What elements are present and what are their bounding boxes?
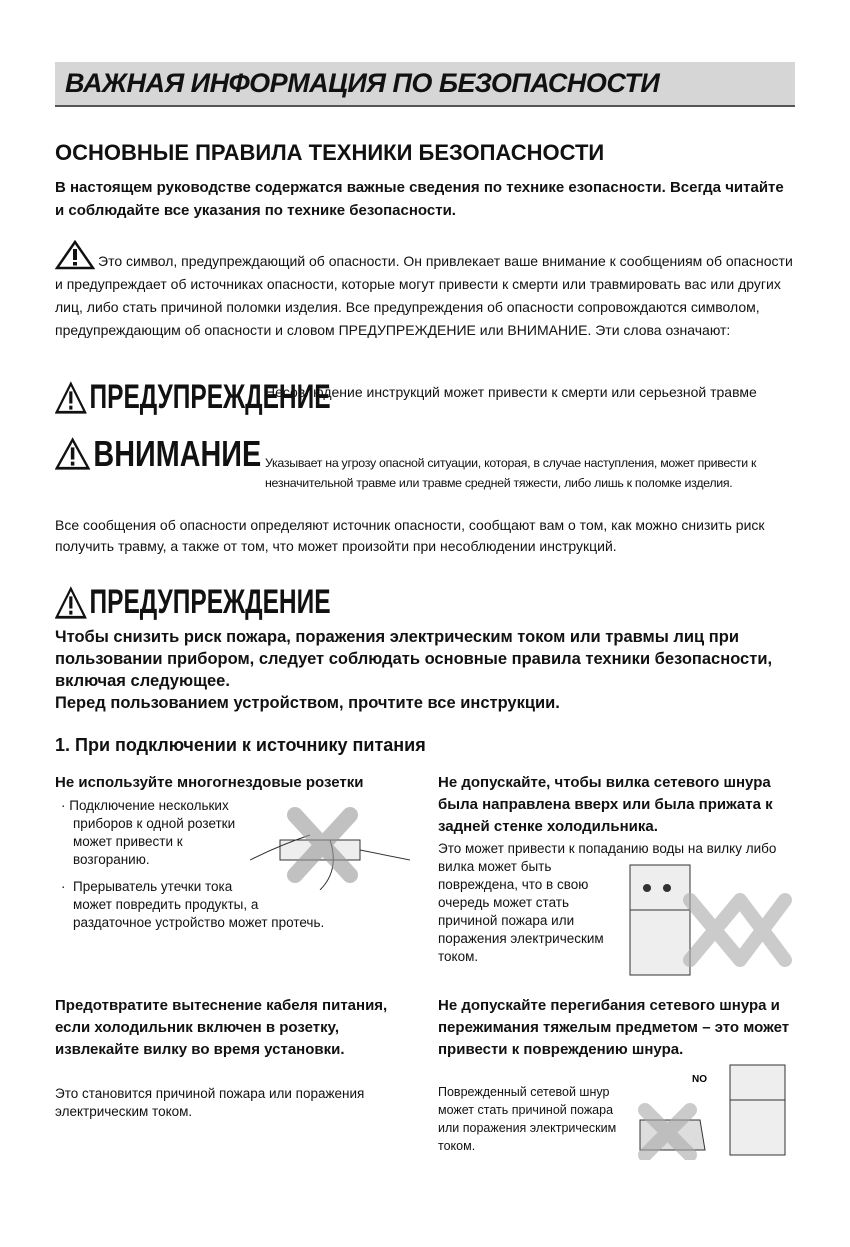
item-title: Предотвратите вытеснение кабеля питания, если холодильник включен в розетку, извлекайте вилку во время установки. [55,997,388,1058]
section-heading: ОСНОВНЫЕ ПРАВИЛА ТЕХНИКИ БЕЗОПАСНОСТИ [55,140,605,165]
item-text: Это становится причиной пожара или поражения электрическим током. [55,1086,365,1119]
warning-label-text: ПРЕДУПРЕЖДЕНИЕ [89,583,331,621]
warning-label-2 [55,583,331,622]
bullet-marker: · [61,879,66,894]
item-text: Поврежденный сетевой шнур может стать причиной пожара или поражения электрическим током. [438,1085,617,1153]
header-bar [55,62,795,107]
list-item: · Подключение нескольких приборов к одной розетки может привести к возгоранию. [61,798,236,867]
cord-crush-illustration [630,1060,795,1160]
item-title: Не допускайте перегибания сетевого шнура и пережимания тяжелым предметом – это может привести к повреждению шнура. [438,997,790,1058]
warning-triangle-icon [55,437,90,471]
warning-definition: Несовлюдение инструкций может привести к смерти или серьезной травме [265,384,757,400]
item-text-body: Это может привести к попаданию воды на вилку либо вилка может быть повреждена, что в свою очередь может стать причиной пожара или поражения электрическим током. [438,841,777,964]
symbol-description: Это символ, предупреждающий об опасности. Он привлекает ваше внимание к сообщениям об опасности и предупреждает об источниках опасности, которые могут привести к смерти или травмировать вас или других лиц, либо стать причиной поломки изделия. Все предупреждения об опасности сопровождаются символом, предупреждающим об опасности и словом ПРЕДУПРЕЖДЕНИЕ или ВНИМАНИЕ. Эти слова означают: [55,253,793,338]
warning2-read-instructions: Перед пользованием устройством, прочтите все инструкции. [55,694,560,712]
no-text: NO [692,1074,707,1085]
caution-label [55,433,261,475]
intro-text: В настоящем руководстве содержатся важные сведения по технике езопасности. Всегда читайте и соблюдайте все указания по технике безопасности. [55,179,784,219]
page-title: ВАЖНАЯ ИНФОРМАЦИЯ ПО БЕЗОПАСНОСТИ [65,68,660,98]
item-title: Не допускайте, чтобы вилка сетевого шнура была направлена вверх или была прижата к задней стенке холодильника. [438,774,773,835]
section1-title: 1. При подключении к источнику питания [55,735,426,755]
all-messages-text: Все сообщения об опасности определяют источник опасности, сообщают вам о том, как можно снизить риск получить травму, а также от том, что может произойти при несоблюдении инструкций. [55,517,765,554]
warning-triangle-icon [55,381,87,415]
warning2-text: Чтобы снизить риск пожара, поражения электрическим током или травмы лиц при пользовании прибором, следует соблюдать основные правила техники безопасности, включая следующее. [55,628,773,690]
warning-label-text: ПРЕДУПРЕЖДЕНИЕ [89,378,331,416]
warning-triangle-icon [55,586,87,620]
fridge-plug-illustration [625,860,795,978]
caution-definition: Указывает на угрозу опасной ситуации, которая, в случае наступления, может привести к незначительной травме или травме средней тяжести, либо лишь к поломке изделия. [265,456,757,490]
multi-socket-illustration [250,800,410,890]
caution-label-text: ВНИМАНИЕ [93,433,262,474]
item-title: Не используйте многогнездовые розетки [55,774,364,791]
bullet-text: Прерыватель утечки тока может повредить продукты, а раздаточное устройство может протечь. [73,879,325,930]
